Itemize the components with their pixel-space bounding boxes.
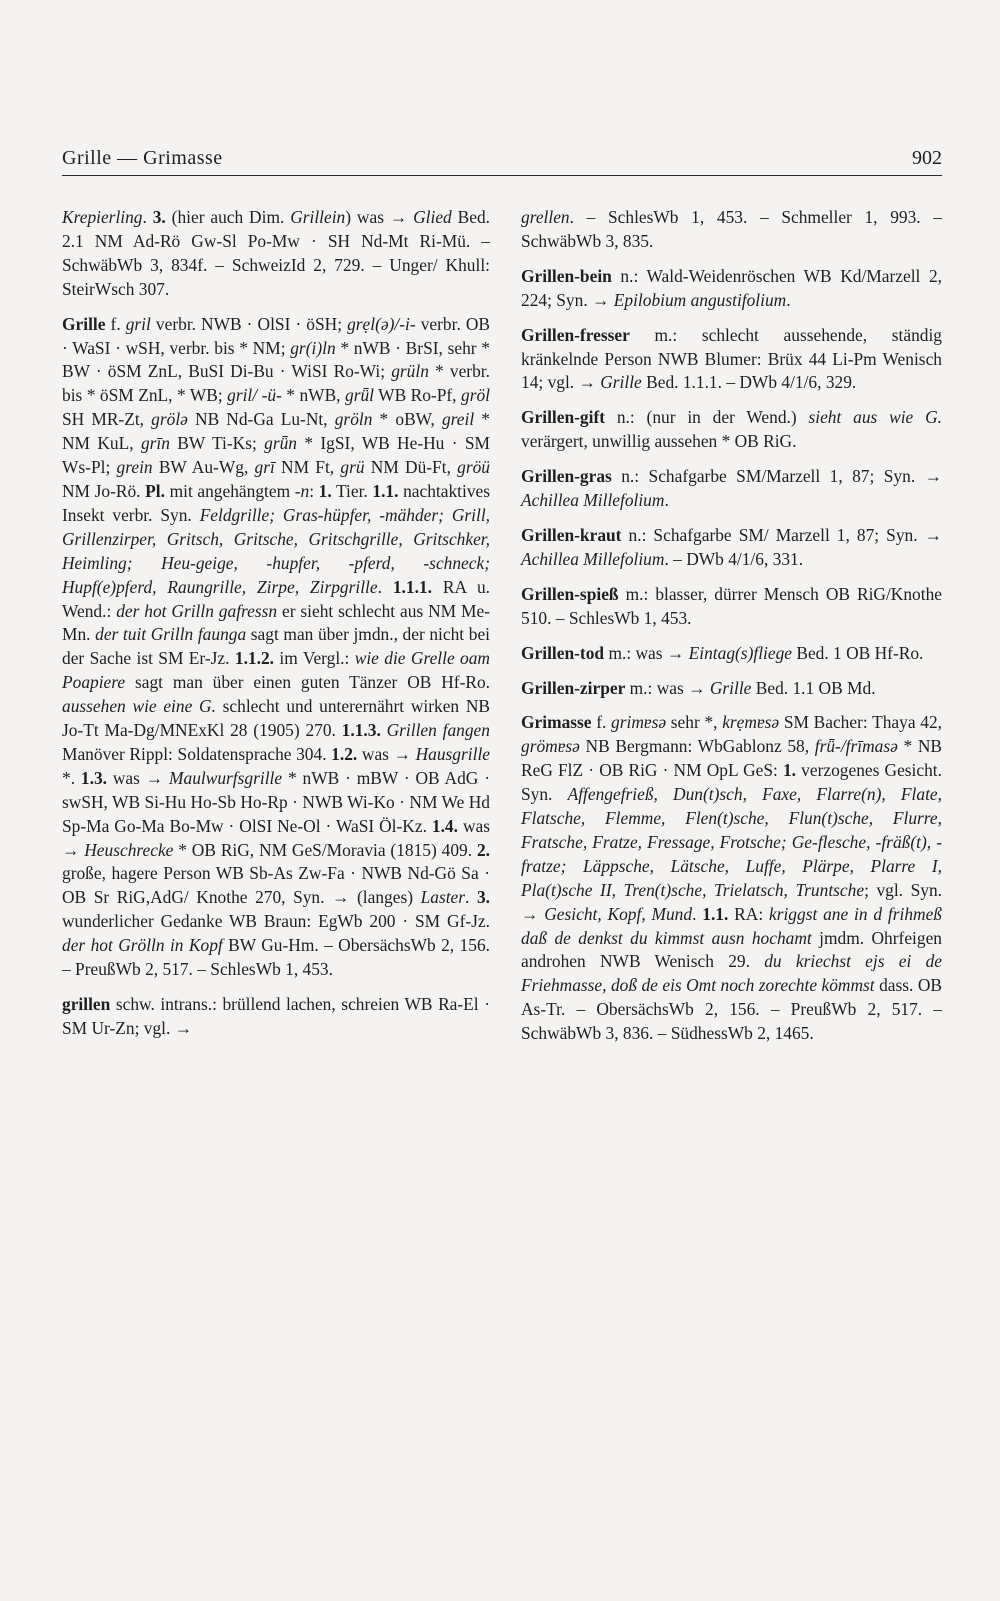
running-head-title: Grille — Grimasse — [62, 147, 223, 169]
dictionary-entry: Grillen-fresser m.: schlecht aussehende, ständig kränkelnde Person NWB Blumer: Brüx 44 Li-Pm Wenisch 14; vgl. → Grille Bed. 1.1.1. – DWb 4/1/6, 329. — [521, 324, 942, 393]
entry-continuation: grellen. – SchlesWb 1, 453. – Schmeller 1, 993. – SchwäbWb 3, 835. — [521, 207, 942, 251]
dictionary-entry: Grillen-gras n.: Schafgarbe SM/Marzell 1, 87; Syn. → Achillea Millefolium. — [521, 466, 942, 511]
dictionary-entry: Grimasse f. grimɐsə sehr *, krẹmɐsə SM Bacher: Thaya 42, grömɐsə NB Bergmann: WbGablonz 58, frǖ-/frīmasə * NB ReG FlZ · OB RiG · NM OpL GeS: 1. verzogenes Gesicht. Syn. Affengefrieß, Dun(t)sch, Faxe, Flarre(n), Flate, Flatsche, Flemme, Flen(t)sche, Flun(t)sche, Flurre, Fratsche, Fratze, Fressage, Frotsche; Ge-flesche, -fräß(t), -fratze; Läppsche, Lätsche, Luffe, Plärpe, Plarre I, Pla(t)sche II, Tren(t)sche, Trielatsch, Truntsche; vgl. Syn. → Gesicht, Kopf, Mund. 1.1. RA: kriggst ane in d frihmeß daß de denkst du kimmst ausn hochamt jmdm. Ohrfeigen androhen NWB Wenisch 29. du kriechst ejs ei de Friehmasse, doß de eis Omt noch zorechte kömmst dass. OB As-Tr. – ObersächsWb 2, 156. – PreußWb 2, 517. – SchwäbWb 3, 836. – SüdhessWb 2, 1465. — [521, 712, 942, 1044]
dictionary-entry: Grillen-bein n.: Wald-Weidenröschen WB Kd/Marzell 2, 224; Syn. → Epilobium angustifolium. — [521, 265, 942, 310]
dictionary-entry: grillen schw. intrans.: brüllend lachen, schreien WB Ra-El · SM Ur-Zn; vgl. → — [62, 994, 490, 1038]
dictionary-entry: Grillen-gift n.: (nur in der Wend.) sieht aus wie G. verärgert, unwillig aussehen * OB RiG. — [521, 407, 942, 452]
dictionary-entry: Grillen-spieß m.: blasser, dürrer Mensch OB RiG/Knothe 510. – SchlesWb 1, 453. — [521, 583, 942, 628]
dictionary-entry: Grillen-kraut n.: Schafgarbe SM/ Marzell 1, 87; Syn. → Achillea Millefolium. – DWb 4/1/6, 331. — [521, 524, 942, 569]
dictionary-entry: Grillen-zirper m.: was → Grille Bed. 1.1 OB Md. — [521, 677, 876, 698]
running-header — [62, 145, 942, 176]
page-number: 902 — [912, 147, 942, 169]
left-column — [62, 206, 490, 1052]
dictionary-entry: Grillen-tod m.: was → Eintag(s)fliege Bed. 1 OB Hf-Ro. — [521, 642, 924, 663]
dictionary-entry: Grille f. gril verbr. NWB · OlSI · öSH; grẹl(ə)/-i- verbr. OB · WaSI · wSH, verbr. bis * NM; gr(i)ln * nWB · BrSI, sehr * BW · öSM ZnL, BuSI Di-Bu · WiSI Ro-Wi; grüln * verbr. bis * öSM ZnL, * WB; gril/ -ü- * nWB, grǖl WB Ro-Pf, gröl SH MR-Zt, grölə NB Nd-Ga Lu-Nt, gröln * oBW, greil * NM KuL, grīn BW Ti-Ks; grǖn * IgSI, WB He-Hu · SM Ws-Pl; grein BW Au-Wg, grī NM Ft, grü NM Dü-Ft, gröü NM Jo-Rö. Pl. mit angehängtem -n: 1. Tier. 1.1. nachtaktives Insekt verbr. Syn. Feldgrille; Gras-hüpfer, -mähder; Grill, Grillenzirper, Gritsch, Gritsche, Gritschgrille, Gritschker, Heimling; Heu-geige, -hupfer, -pferd, -schneck; Hupf(e)pferd, Raungrille, Zirpe, Zirpgrille. 1.1.1. RA u. Wend.: der hot Grilln gafressn er sieht schlecht aus NM Me-Mn. der tuit Grilln faunga sagt man über jmdn., der nicht bei der Sache ist SM Er-Jz. 1.1.2. im Vergl.: wie die Grelle oam Poapiere sagt man über einen guten Tänzer OB Hf-Ro. aussehen wie eine G. schlecht und unterernährt wirken NB Jo-Tt Ma-Dg/MNExKl 28 (1905) 270. 1.1.3. Grillen fangen Manöver Rippl: Soldatensprache 304. 1.2. was → Hausgrille *. 1.3. was → Maulwurfsgrille * nWB · mBW · OB AdG · swSH, WB Si-Hu Ho-Sb Ho-Rp · NWB Wi-Ko · NM We Hd Sp-Ma Go-Ma Bo-Mw · OlSI Ne-Ol · WaSI Öl-Kz. 1.4. was → Heuschrecke * OB RiG, NM GeS/Moravia (1815) 409. 2. große, hagere Person WB Sb-As Zw-Fa · NWB Nd-Gö Sa · OB Sr RiG,AdG/ Knothe 270, Syn. → (langes) Laster. 3. wunderlicher Gedanke WB Braun: EgWb 200 · SM Gf-Jz. der hot Grölln in Kopf BW Gu-Hm. – ObersächsWb 2, 156. – PreußWb 2, 517. – SchlesWb 1, 453. — [62, 313, 491, 980]
right-column — [521, 206, 942, 1057]
entry-continuation: Krepierling. 3. (hier auch Dim. Grillein) was → Glied Bed. 2.1 NM Ad-Rö Gw-Sl Po-Mw · SH Nd-Mt Ri-Mü. – SchwäbWb 3, 834f. – SchweizId 2, 729. – Unger/ Khull: SteirWsch 307. — [62, 207, 490, 299]
